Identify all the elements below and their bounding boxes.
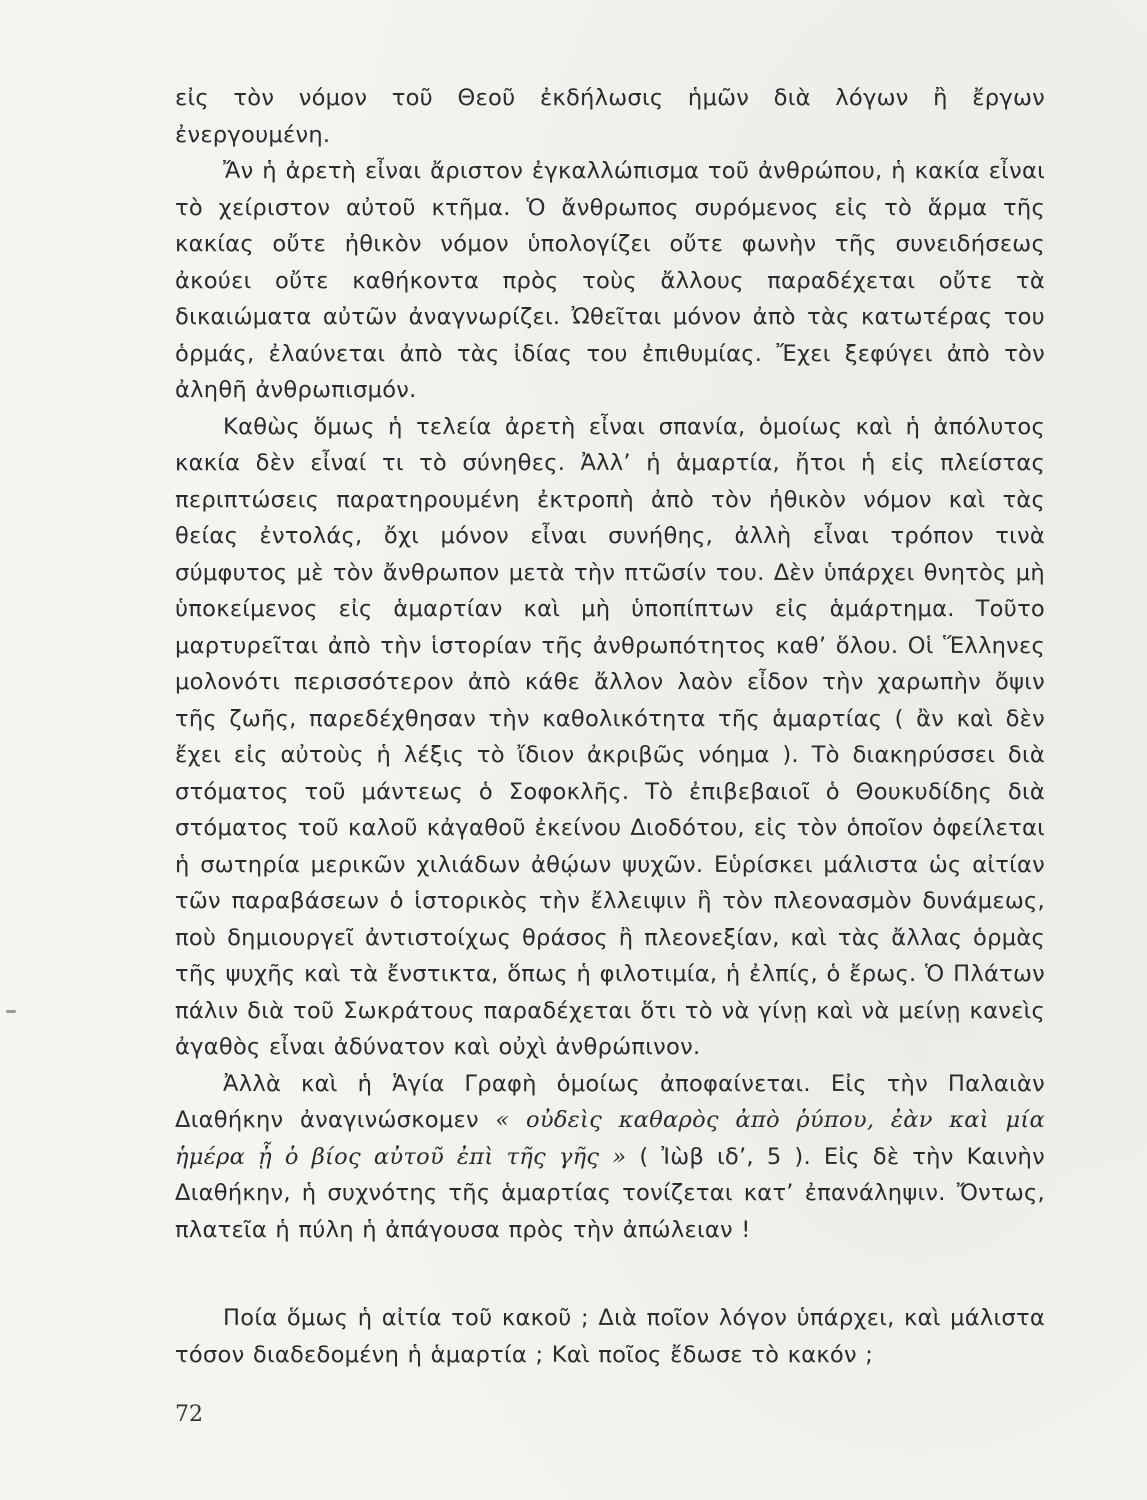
- paragraph-4: [175, 1066, 1045, 1249]
- paragraph-1: εἰς τὸν νόμον τοῦ Θεοῦ ἐκδήλωσις ἡμῶν διὰ λόγων ἢ ἔργων ἐνεργουμένη.: [175, 85, 1045, 148]
- section-gap: [175, 1248, 1045, 1300]
- paragraph-4-text-before: Ἀλλὰ καὶ ἡ Ἁγία Γραφὴ ὁμοίως ἀποφαίνεται. Εἰς τὴν Παλαιὰν Διαθήκην ἀναγινώσκομεν: [175, 1070, 1045, 1133]
- paragraph-4-text-after: ( Ἰὼβ ιδ’, 5 ). Εἰς δὲ τὴν Καινὴν Διαθήκην, ἡ συχνότης τῆς ἁμαρτίας τονίζεται κατ’ ἐπανάληψιν. Ὄντως, πλατεῖα ἡ πύλη ἡ ἀπάγουσα πρὸς τὴν ἀπώλειαν !: [175, 1143, 1045, 1243]
- page-number: 72: [175, 1402, 203, 1427]
- paragraph-5: Ποία ὅμως ἡ αἰτία τοῦ κακοῦ ; Διὰ ποῖον λόγον ὑπάρχει, καὶ μάλιστα τόσον διαδεδομένη ἡ ἁμαρτία ; Καὶ ποῖος ἔδωσε τὸ κακόν ;: [175, 1305, 1045, 1368]
- scripture-quote: « οὐδεὶς καθαρὸς ἀπὸ ῥύπου, ἐὰν καὶ μία ἡμέρα ᾖ ὁ βίος αὐτοῦ ἐπὶ τῆς γῆς »: [175, 1107, 1046, 1170]
- paragraph-3: Καθὼς ὅμως ἡ τελεία ἀρετὴ εἶναι σπανία, ὁμοίως καὶ ἡ ἀπόλυτος κακία δὲν εἶναί τι τὸ σύνηθες. Ἀλλ’ ἡ ἁμαρτία, ἤτοι ἡ εἰς πλείστας περιπτώσεις παρατηρουμένη ἐκτροπὴ ἀπὸ τὸν ἠθικὸν νόμον καὶ τὰς θείας ἐντολάς, ὄχι μόνον εἶναι συνήθης, ἀλλὴ εἶναι τρόπον τινὰ σύμφυτος μὲ τὸν ἄνθρωπον μετὰ τὴν πτῶσίν του. Δὲν ὑπάρχει θνητὸς μὴ ὑποκείμενος εἰς ἁμαρτίαν καὶ μὴ ὑποπίπτων εἰς ἁμάρτημα. Τοῦτο μαρτυρεῖται ἀπὸ τὴν ἱστορίαν τῆς ἀνθρωπότητος καθ’ ὅλου. Οἱ Ἕλληνες μολονότι περισσότερον ἀπὸ κάθε ἄλλον λαὸν εἶδον τὴν χαρωπὴν ὄψιν τῆς ζωῆς, παρεδέχθησαν τὴν καθολικότητα τῆς ἁμαρτίας ( ἂν καὶ δὲν ἔχει εἰς αὐτοὺς ἡ λέξις τὸ ἴδιον ἀκριβῶς νόημα ). Τὸ διακηρύσσει διὰ στόματος τοῦ μάντεως ὁ Σοφοκλῆς. Τὸ ἐπιβεβαιοῖ ὁ Θουκυδίδης διὰ στόματος τοῦ καλοῦ κἀγαθοῦ ἐκείνου Διοδότου, εἰς τὸν ὁποῖον ὀφείλεται ἡ σωτηρία μερικῶν χιλιάδων ἀθῴων ψυχῶν. Εὑρίσκει μάλιστα ὡς αἰτίαν τῶν παραβάσεων ὁ ἱστορικὸς τὴν ἔλλειψιν ἢ τὸν πλεονασμὸν δυνάμεως, ποὺ δημιουργεῖ ἀντιστοίχως θράσος ἢ πλεονεξίαν, καὶ τὰς ἄλλας ὁρμὰς τῆς ψυχῆς καὶ τὰ ἔνστικτα, ὅπως ἡ φιλοτιμία, ἡ ἐλπίς, ὁ ἔρως. Ὁ Πλάτων πάλιν διὰ τοῦ Σωκράτους παραδέχεται ὅτι τὸ νὰ γίνῃ καὶ νὰ μείνῃ κανεὶς ἀγαθὸς εἶναι ἀδύνατον καὶ οὐχὶ ἀνθρώπινον.: [175, 413, 1045, 1060]
- margin-mark: [6, 1010, 16, 1013]
- paragraph-2: Ἄν ἡ ἀρετὴ εἶναι ἄριστον ἐγκαλλώπισμα τοῦ ἀνθρώπου, ἡ κακία εἶναι τὸ χείριστον αὐτοῦ κτῆμα. Ὁ ἄνθρωπος συρόμενος εἰς τὸ ἅρμα τῆς κακίας οὔτε ἠθικὸν νόμον ὑπολογίζει οὔτε φωνὴν τῆς συνειδήσεως ἀκούει οὔτε καθήκοντα πρὸς τοὺς ἄλλους παραδέχεται οὔτε τὰ δικαιώματα αὐτῶν ἀναγνωρίζει. Ὠθεῖται μόνον ἀπὸ τὰς κατωτέρας του ὁρμάς, ἐλαύνεται ἀπὸ τὰς ἰδίας του ἐπιθυμίας. Ἔχει ξεφύγει ἀπὸ τὸν ἀληθῆ ἀνθρωπισμόν.: [175, 158, 1045, 403]
- page-text: [175, 80, 1045, 1373]
